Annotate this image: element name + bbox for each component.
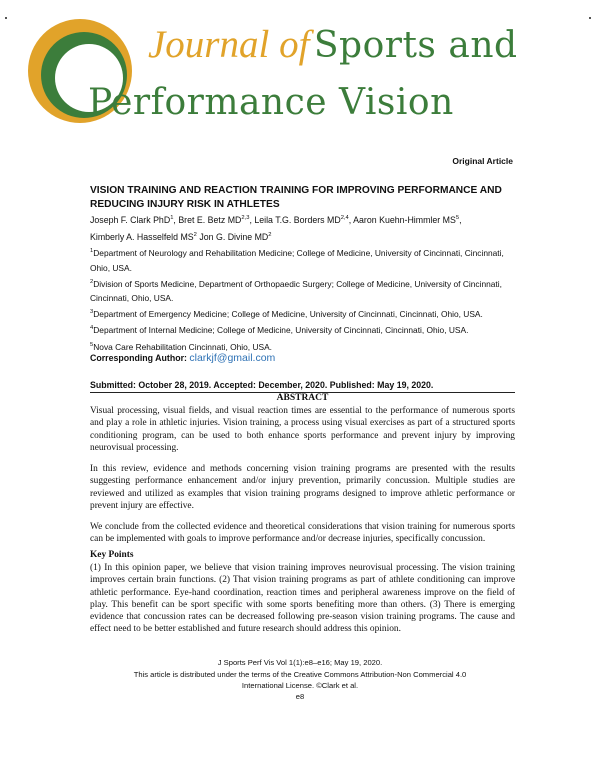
author: Leila T.G. Borders MD$^{2,4}$, bbox=[254, 215, 354, 225]
article-title: VISION TRAINING AND REACTION TRAINING FOR IMPROVING PERFORMANCE AND REDUCING INJURY RISK IN ATHLETES bbox=[90, 185, 502, 210]
footer-license: This article is distributed under the terms of the Creative Commons Attribution-Non Commercial 4.0 International License. ©Clark et al. bbox=[133, 670, 467, 690]
abstract-paragraph: In this review, evidence and methods concerning vision training programs are presented with the results suggesting performance enhancement and/or injury prevention, primarily concussion. Multiple studies are reviewed and utilized as examples that vision training programs designed to improve athletic performance or prevent injury are effective. bbox=[90, 464, 515, 511]
journal-title-line2: Performance Vision bbox=[88, 82, 454, 123]
email-link[interactable]: clarkjf@gmail.com bbox=[189, 352, 276, 364]
abstract-paragraph: Visual processing, visual fields, and visual reaction times are essential to the performance of numerous sports and play a role in athletic injuries. Vision training, a process using visual exercises as part of a structured sports conditioning program, can be used to both enhance sports performance and prevent injury by improving neurovisual processing. bbox=[90, 406, 515, 453]
corner-mark bbox=[589, 17, 591, 19]
article-dates: Submitted: October 28, 2019. Accepted: December, 2020. Published: May 19, 2020. bbox=[90, 380, 434, 390]
affiliation: $^2$Division of Sports Medicine, Department of Orthopaedic Surgery; College of Medicine, University of Cincinnati, Cincinnati, Ohio, USA. bbox=[90, 278, 502, 304]
author: Aaron Kuehn-Himmler $MS^5$, bbox=[353, 215, 462, 225]
page-number: e8 bbox=[295, 692, 305, 701]
affiliation: $^1$Department of Neurology and Rehabilitation Medicine; College of Medicine, University of Cincinnati, Cincinnati, Ohio, USA. bbox=[90, 248, 504, 273]
abstract-heading: ABSTRACT bbox=[276, 393, 329, 403]
author: Jon G. Divine $MD^2$ bbox=[199, 232, 272, 242]
affiliation: $^3$Department of Emergency Medicine; College of Medicine, University of Cincinnati, Cincinnati, Ohio, USA. bbox=[90, 309, 483, 320]
article-type: Original Article bbox=[452, 156, 513, 166]
corresponding-label: Corresponding Author: bbox=[90, 353, 187, 363]
author: Bret E. Betz MD$^{2,3}$, bbox=[178, 215, 255, 225]
journal-title-line1: Journal of Sports and bbox=[148, 23, 518, 66]
corresponding-author bbox=[90, 352, 515, 364]
affiliation: $^4$Department of Internal Medicine; College of Medicine, University of Cincinnati, Cincinnati, Ohio, USA. bbox=[90, 325, 469, 336]
key-points-heading: Key Points bbox=[90, 550, 134, 560]
footer-citation: J Sports Perf Vis Vol 1(1):e8–e16; May 19, 2020. bbox=[217, 658, 383, 667]
affiliation: $^5$Nova Care Rehabilitation Cincinnati, Ohio, USA. bbox=[90, 341, 272, 352]
abstract-paragraph: We conclude from the collected evidence and theoretical considerations that vision training for numerous sports can be implemented with goals to improve performance and/or decrease injuries, specifically concussion. bbox=[90, 522, 515, 545]
author: Kimberly A. Hasselfeld $MS^2$ bbox=[90, 232, 197, 242]
author: Joseph F. Clark PhD$^1$, bbox=[90, 215, 179, 225]
author-list bbox=[90, 212, 515, 246]
corner-mark bbox=[5, 17, 7, 19]
key-points-text: (1) In this opinion paper, we believe that vision training improves neurovisual processing. The vision training improves certain brain functions. (2) That vision training programs as part of athlete conditioning can improve athletic performance. Eye-hand coordination, reaction times and peripheral awareness improve on the field of play. This benefit can be sport specific with some sports benefiting more than others. (3) There is emerging evidence that concussion rates can be decreased following pre-season vision training programs. The cause and effect need to be better established and future research should address this opinion. bbox=[90, 563, 515, 635]
affiliation-list bbox=[90, 246, 515, 356]
